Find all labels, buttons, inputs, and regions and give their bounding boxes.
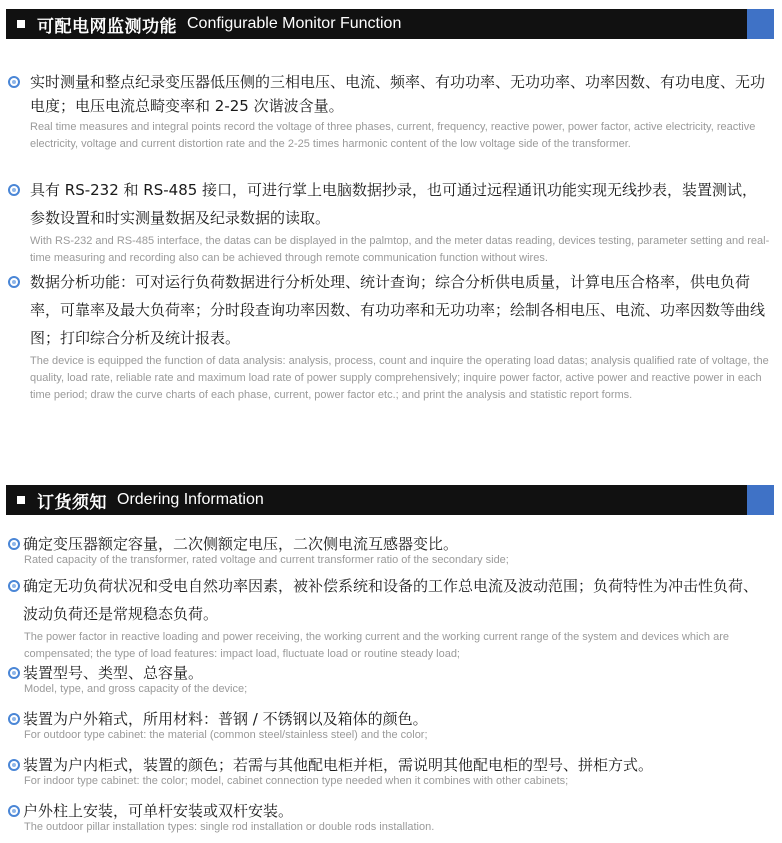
item-text-en: Model, type, and gross capacity of the device; (24, 683, 248, 695)
item-text-en: The device is equipped the function of data analysis: analysis, process, count and inquire the operating load datas; analysis qualified rate of voltage, the quality, load rate, reliable rate and maximum load rate of power supply comprehensively; inquire power factor, active power and reactive power in each time period; draw the curve charts of each phase, current, power factor etc.; and print the analysis and statistic report forms. (30, 355, 769, 401)
item-text-en: For outdoor type cabinet: the material (common steel/stainless steel) and the color; (24, 729, 428, 741)
item-text-cn: 户外柱上安装，可单杆安装或双杆安装。 (23, 802, 294, 820)
item-text-cn: 具有 RS-232 和 RS-485 接口，可进行掌上电脑数据抄录，也可通过远程通讯功能实现无线抄表，装置测试，参数设置和时实测量数据及纪录数据的读取。 (30, 181, 758, 227)
item-text-cn: 装置型号、类型、总容量。 (23, 664, 204, 682)
circle-bullet-icon (8, 184, 20, 196)
section-title-cn: 可配电网监测功能 (37, 16, 177, 37)
circle-bullet-icon (8, 713, 20, 725)
item-text-en: Real time measures and integral points record the voltage of three phases, current, frequency, reactive power, power factor, active electricity, reactive electricity, voltage and current distortion rate and the 2-25 times harmonic content of the low voltage side of the transformer. (30, 121, 756, 150)
item-text-en: The outdoor pillar installation types: single rod installation or double rods installation. (24, 821, 435, 833)
circle-bullet-icon (8, 276, 20, 288)
list-item (0, 268, 770, 404)
circle-bullet-icon (8, 805, 20, 817)
item-text-cn: 确定无功负荷状况和受电自然功率因素，被补偿系统和设备的工作总电流及波动范围；负荷特性为冲击性负荷、波动负荷还是常规稳态负荷。 (23, 577, 759, 623)
section-header (6, 485, 774, 515)
section-header (6, 9, 774, 39)
white-square-icon (17, 20, 25, 28)
item-text-en: Rated capacity of the transformer, rated voltage and current transformer ratio of the secondary side; (24, 554, 509, 566)
list-item (0, 572, 770, 663)
list-item (0, 532, 770, 569)
circle-bullet-icon (8, 759, 20, 771)
item-text-cn: 装置为户外箱式，所用材料：普钢 / 不锈钢以及箱体的颜色。 (23, 710, 428, 728)
section-title-en: Ordering Information (117, 491, 264, 508)
item-text-cn: 实时测量和整点纪录变压器低压侧的三相电压、电流、频率、有功功率、无功功率、功率因数、有功电度、无功电度；电压电流总畸变率和 2-25 次谐波含量。 (30, 73, 766, 115)
section-title-en: Configurable Monitor Function (187, 15, 402, 32)
header-accent-block (747, 485, 774, 515)
list-item (0, 707, 770, 744)
circle-bullet-icon (8, 538, 20, 550)
circle-bullet-icon (8, 580, 20, 592)
list-item (0, 176, 770, 267)
section-title-cn: 订货须知 (37, 492, 107, 513)
item-text-en: The power factor in reactive loading and power receiving, the working current and the working current range of the system and devices which are compensated; the type of load features: impact load, fluctuate load or routine steady load; (24, 631, 729, 660)
circle-bullet-icon (8, 76, 20, 88)
list-item (0, 753, 770, 790)
item-text-en: With RS-232 and RS-485 interface, the datas can be displayed in the palmtop, and the meter datas reading, devices testing, parameter setting and real-time measuring and recording also can be achieved through remote communication function without wires. (30, 235, 770, 264)
section-configurable-monitor (0, 9, 782, 39)
item-text-cn: 装置为户内柜式，装置的颜色；若需与其他配电柜并柜，需说明其他配电柜的型号、拼柜方式。 (23, 756, 654, 774)
item-text-cn: 确定变压器额定容量，二次侧额定电压，二次侧电流互感器变比。 (23, 535, 459, 553)
item-text-cn: 数据分析功能：可对运行负荷数据进行分析处理、统计查询；综合分析供电质量，计算电压合格率，供电负荷率，可靠率及最大负荷率；分时段查询功率因数、有功功率和无功功率；绘制各相电压、电流、功率因数等曲线图；打印综合分析及统计报表。 (30, 273, 766, 347)
list-item (0, 661, 770, 698)
header-accent-block (747, 9, 774, 39)
white-square-icon (17, 496, 25, 504)
circle-bullet-icon (8, 667, 20, 679)
list-item (0, 70, 770, 153)
section-ordering-information (0, 485, 782, 515)
list-item (0, 799, 770, 836)
item-text-en: For indoor type cabinet: the color; model, cabinet connection type needed when it combines with other cabinets; (24, 775, 569, 787)
